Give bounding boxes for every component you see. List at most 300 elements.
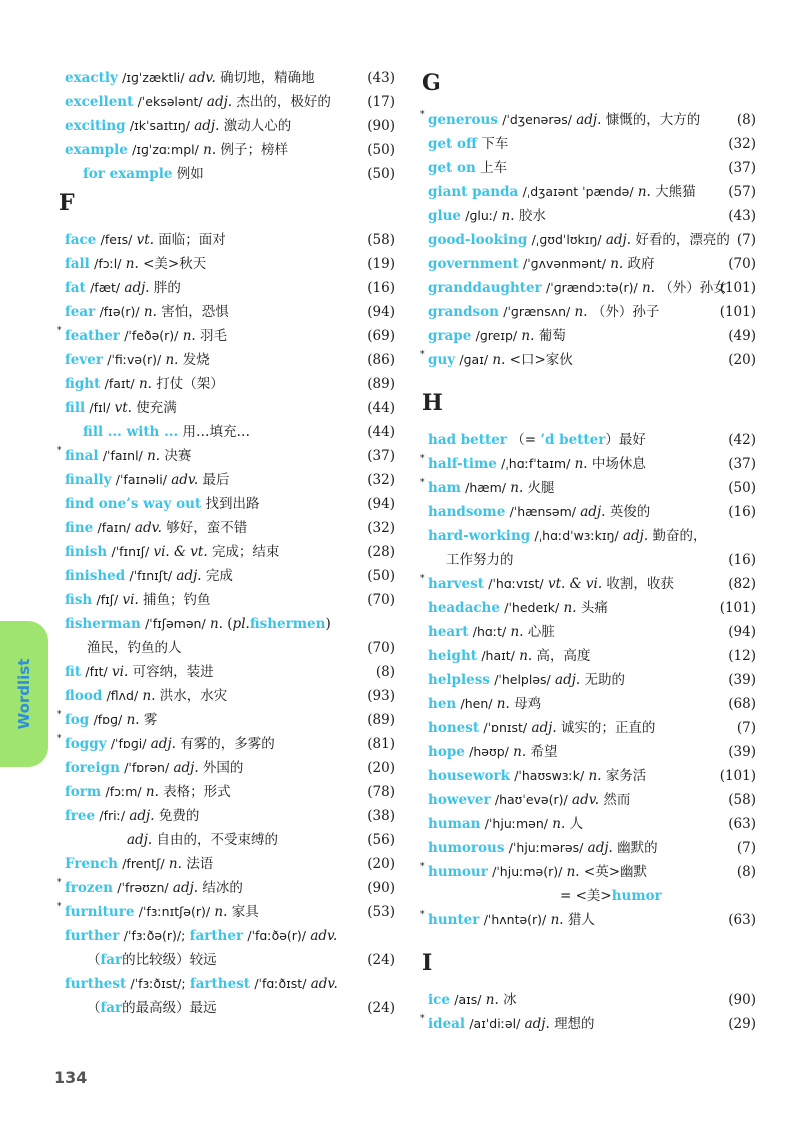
- phonetic: /ˈɡrænsʌn/: [503, 304, 571, 319]
- part-of-speech: n.: [574, 456, 588, 472]
- definition: 好看的，漂亮的: [635, 232, 730, 248]
- phonetic: /feɪs/: [100, 232, 133, 247]
- page-reference: (68): [728, 696, 756, 712]
- wordlist-entry: [428, 788, 756, 812]
- headword: helpless: [428, 672, 490, 688]
- headword: had better: [428, 432, 507, 448]
- cross-reference-word: far: [100, 952, 123, 968]
- page-reference: (94): [367, 304, 395, 320]
- left-column: [57, 66, 395, 1020]
- letter-heading: G: [422, 70, 441, 96]
- wordlist-entry: [65, 348, 395, 372]
- wordlist-entry: [428, 524, 756, 548]
- headword: heart: [428, 624, 469, 640]
- phonetic: /ɡreɪp/: [475, 328, 518, 343]
- wordlist-entry: [428, 836, 756, 860]
- part-of-speech: n.: [165, 352, 179, 368]
- headword: hen: [428, 696, 457, 712]
- phonetic: /ˌhɑːfˈtaɪm/: [501, 456, 571, 471]
- entry-text: [65, 324, 353, 348]
- phonetic: /ˈhʌntə(r)/: [483, 912, 547, 927]
- phonetic: /hæm/: [465, 480, 506, 495]
- page-reference: (20): [728, 352, 756, 368]
- headword: for example: [83, 166, 173, 182]
- part-of-speech: n.: [510, 480, 524, 496]
- part-of-speech: adj.: [127, 832, 153, 848]
- entry-text: [65, 516, 353, 540]
- definition-prefix: （: [87, 1000, 101, 1016]
- wordlist-entry: [65, 516, 395, 540]
- part-of-speech: n.: [637, 184, 651, 200]
- phonetic: /ˈfɪnɪʃt/: [129, 568, 173, 583]
- part-of-speech: adj.: [194, 118, 220, 134]
- page-reference: (8): [375, 664, 395, 680]
- wordlist-entry: [65, 564, 395, 588]
- part-of-speech: n.: [492, 352, 506, 368]
- part-of-speech: adv.: [572, 792, 600, 808]
- phonetic: /ˌdʒaɪənt ˈpændə/: [522, 184, 634, 199]
- headword: find one’s way out: [65, 496, 202, 512]
- page-reference: (19): [367, 256, 395, 272]
- wordlist-entry: [420, 1012, 756, 1036]
- entry-star-mark: *: [57, 446, 62, 456]
- definition: 希望: [530, 744, 558, 760]
- page-reference: (29): [728, 1016, 756, 1032]
- part-of-speech: adv.: [134, 520, 162, 536]
- entry-text: [428, 788, 714, 812]
- page-reference: (63): [728, 912, 756, 928]
- part-of-speech: adj.: [129, 808, 155, 824]
- wordlist-tab-label: Wordlist: [15, 658, 33, 730]
- phonetic: /ˈfɪnɪʃ/: [111, 544, 150, 559]
- entry-text: [87, 996, 353, 1020]
- part-of-speech: adj.: [172, 880, 199, 896]
- phonetic: /ˈɡrændɔːtə(r)/: [546, 280, 638, 295]
- definition: 用…填充…: [182, 424, 250, 440]
- entry-star-mark: *: [57, 734, 62, 744]
- entry-star-mark: *: [57, 710, 62, 720]
- plural-form: fishermen: [249, 616, 326, 632]
- wordlist-entry: [428, 812, 756, 836]
- page-reference: (90): [728, 992, 756, 1008]
- definition-prefix: （: [87, 952, 101, 968]
- phonetic: /ˈɡʌvənmənt/: [523, 256, 606, 271]
- entry-text: [428, 716, 714, 740]
- page-reference: (7): [736, 720, 756, 736]
- part-of-speech: n.: [566, 864, 580, 880]
- part-of-speech: adj.: [150, 736, 176, 752]
- page-reference: (38): [367, 808, 395, 824]
- part-of-speech: adj.: [580, 504, 606, 520]
- part-of-speech: n.: [513, 744, 527, 760]
- entry-text: [65, 924, 353, 948]
- page-reference: (20): [367, 856, 395, 872]
- phonetic: /friː/: [99, 808, 126, 823]
- wordlist-entry: [428, 500, 756, 524]
- phonetic: /ˈfɒɡi/: [110, 736, 147, 751]
- phonetic: /ˈhedeɪk/: [504, 600, 560, 615]
- phonetic: /ˈhænsəm/: [509, 504, 576, 519]
- part-of-speech: adj.: [124, 280, 150, 296]
- definition: 勤奋的，: [652, 528, 707, 544]
- part-of-speech: n.: [142, 688, 156, 704]
- page-reference: (8): [736, 112, 756, 128]
- definition: 大熊猫: [655, 184, 696, 200]
- phonetic: /fæt/: [90, 280, 121, 295]
- wordlist-entry: [428, 764, 756, 788]
- page-reference: (82): [728, 576, 756, 592]
- page-number: 134: [54, 1068, 88, 1087]
- wordlist-entry: [65, 468, 395, 492]
- entry-text: [428, 204, 714, 228]
- wordlist-entry: [428, 596, 756, 620]
- headword: ideal: [428, 1016, 466, 1032]
- definition: 工作努力的: [446, 552, 514, 568]
- headword: harvest: [428, 576, 484, 592]
- phonetic: /ˈhjuːmərəs/: [508, 840, 584, 855]
- phonetic: /ˈfrəʊzn/: [117, 880, 169, 895]
- entry-text: [65, 684, 353, 708]
- wordlist-entry: [428, 228, 756, 252]
- entry-text: [428, 228, 730, 252]
- definition: 可容纳，装进: [132, 664, 214, 680]
- headword: height: [428, 648, 478, 664]
- phonetic: /ˈfiːvə(r)/: [107, 352, 162, 367]
- page-reference: (78): [367, 784, 395, 800]
- definition: 渔民，钓鱼的人: [87, 640, 182, 656]
- entry-star-mark: *: [420, 478, 425, 488]
- part-of-speech: n.: [552, 816, 566, 832]
- wordlist-entry: [428, 132, 756, 156]
- entry-text: [428, 644, 714, 668]
- headword: French: [65, 856, 118, 872]
- part-of-speech: n.: [145, 784, 159, 800]
- entry-text: [87, 948, 353, 972]
- definition: 决赛: [164, 448, 192, 464]
- entry-star-mark: *: [420, 110, 425, 120]
- headword: finally: [65, 472, 112, 488]
- phonetic: /aɪˈdiːəl/: [469, 1016, 521, 1031]
- headword: further: [65, 928, 120, 944]
- entry-text: [428, 764, 714, 788]
- definition: 心脏: [527, 624, 555, 640]
- wordlist-side-tab[interactable]: [0, 621, 48, 767]
- entry-text: [83, 420, 353, 444]
- page-reference: (7): [736, 840, 756, 856]
- headword: fit: [65, 664, 82, 680]
- wordlist-entry: [428, 156, 756, 180]
- headword: feather: [65, 328, 120, 344]
- definition: 头痛: [580, 600, 608, 616]
- wordlist-entry: [428, 988, 756, 1012]
- definition: 慷慨的，大方的: [605, 112, 701, 128]
- phonetic: /faɪt/: [104, 376, 135, 391]
- entry-text: [428, 156, 714, 180]
- headword: handsome: [428, 504, 506, 520]
- wordlist-entry: [65, 252, 395, 276]
- phonetic: /ˈhaʊswɜːk/: [514, 768, 585, 783]
- part-of-speech: vt. & vi.: [547, 576, 603, 592]
- part-of-speech: adj.: [587, 840, 613, 856]
- right-column: [420, 66, 756, 1036]
- wordlist-entry: [420, 860, 756, 884]
- page-reference: (57): [728, 184, 756, 200]
- definition: 的最高级）最远: [122, 1000, 217, 1016]
- headword: exciting: [65, 118, 126, 134]
- headword: hope: [428, 744, 465, 760]
- part-of-speech: vi.: [112, 664, 129, 680]
- part-of-speech: adj.: [206, 94, 233, 110]
- headword: human: [428, 816, 481, 832]
- alt-headword: farthest: [189, 976, 251, 992]
- plural-note-close: ): [325, 616, 331, 632]
- entry-text: [428, 132, 714, 156]
- entry-text: [65, 90, 353, 114]
- phonetic: /flʌd/: [106, 688, 139, 703]
- page-reference: (39): [728, 672, 756, 688]
- phonetic: /ˈhelpləs/: [494, 672, 551, 687]
- headword: exactly: [65, 70, 118, 86]
- headword: ham: [428, 480, 461, 496]
- definition: 免费的: [158, 808, 200, 824]
- headword: glue: [428, 208, 461, 224]
- headword: furniture: [65, 904, 135, 920]
- part-of-speech: n.: [209, 616, 223, 632]
- part-of-speech: n.: [550, 912, 564, 928]
- definition: 火腿: [527, 480, 555, 496]
- headword: granddaughter: [428, 280, 542, 296]
- part-of-speech: n.: [125, 256, 139, 272]
- page-reference: (16): [728, 504, 756, 520]
- entry-text: [65, 588, 353, 612]
- wordlist-entry: [428, 668, 756, 692]
- headword: form: [65, 784, 102, 800]
- phonetic: /ˈhjuːmən/: [484, 816, 548, 831]
- wordlist-entry: [65, 396, 395, 420]
- part-of-speech: n.: [501, 208, 515, 224]
- phonetic: /ˈeksələnt/: [137, 94, 203, 109]
- entry-text: [428, 908, 714, 932]
- wordlist-entry: [57, 708, 395, 732]
- phonetic: /fɔːl/: [94, 256, 122, 271]
- part-of-speech: adv.: [310, 928, 338, 944]
- part-of-speech: adj.: [531, 720, 557, 736]
- entry-text: [65, 114, 353, 138]
- page-reference: (32): [367, 520, 395, 536]
- part-of-speech: n.: [588, 768, 602, 784]
- definition: 上车: [480, 160, 508, 176]
- page-reference: (37): [728, 456, 756, 472]
- headword: free: [65, 808, 96, 824]
- phonetic: /ˈfɪʃəmən/: [145, 616, 206, 631]
- page-reference: (50): [367, 568, 395, 584]
- cross-reference-word: humor: [611, 888, 662, 904]
- phonetic: /ɪɡˈzæktli/: [122, 70, 185, 85]
- entry-text: [83, 162, 353, 186]
- headword: finished: [65, 568, 126, 584]
- entry-star-mark: *: [420, 574, 425, 584]
- alt-phonetic: /ˈfɑːðɪst/: [254, 976, 307, 991]
- definition: 表格；形式: [163, 784, 231, 800]
- page-reference: (89): [367, 376, 395, 392]
- page-reference: (43): [728, 208, 756, 224]
- entry-text: [428, 476, 714, 500]
- definition: 葡萄: [538, 328, 566, 344]
- wordlist-entry: [428, 620, 756, 644]
- phonetic: /ˈfaɪnəli/: [115, 472, 167, 487]
- definition: 下车: [481, 136, 509, 152]
- headword: grandson: [428, 304, 499, 320]
- phonetic: /ɡaɪ/: [459, 352, 489, 367]
- wordlist-entry: [65, 804, 395, 828]
- wordlist-entry: [65, 828, 395, 852]
- page-reference: (90): [367, 880, 395, 896]
- wordlist-entry: [428, 324, 756, 348]
- phonetic: /faɪn/: [97, 520, 131, 535]
- phonetic: /ɡluː/: [465, 208, 498, 223]
- headword: frozen: [65, 880, 113, 896]
- definition: 理想的: [554, 1016, 595, 1032]
- headword: foggy: [65, 736, 107, 752]
- definition: 杰出的，极好的: [236, 94, 331, 110]
- entry-text: [65, 252, 353, 276]
- definition: 捕鱼；钓鱼: [143, 592, 211, 608]
- wordlist-entry: [65, 138, 395, 162]
- definition: 家务活: [605, 768, 647, 784]
- wordlist-entry: [65, 162, 395, 186]
- headword: get on: [428, 160, 476, 176]
- entry-star-mark: *: [57, 902, 62, 912]
- part-of-speech: vt.: [114, 400, 132, 416]
- wordlist-entry: [65, 996, 395, 1020]
- page-reference: (70): [728, 256, 756, 272]
- page-reference: (42): [728, 432, 756, 448]
- page-reference: (17): [367, 94, 395, 110]
- headword: fog: [65, 712, 90, 728]
- definition: 害怕，恐惧: [161, 304, 229, 320]
- headword: humorous: [428, 840, 505, 856]
- part-of-speech: n.: [485, 992, 499, 1008]
- entry-text: [428, 324, 714, 348]
- wordlist-entry: [65, 276, 395, 300]
- definition: 找到出路: [205, 496, 260, 512]
- entry-text: [428, 452, 714, 476]
- entry-text: [428, 596, 714, 620]
- page-reference: (58): [728, 792, 756, 808]
- wordlist-entry: [65, 660, 395, 684]
- page-reference: (24): [367, 1000, 395, 1016]
- entry-text: [65, 228, 353, 252]
- entry-text: [65, 372, 353, 396]
- wordlist-entry: [428, 644, 756, 668]
- definition: 冰: [503, 992, 517, 1008]
- entry-star-mark: *: [57, 326, 62, 336]
- entry-star-mark: *: [420, 862, 425, 872]
- wordlist-entry: [65, 372, 395, 396]
- entry-text: [65, 876, 353, 900]
- headword: humour: [428, 864, 488, 880]
- definition: 羽毛: [199, 328, 227, 344]
- page-reference: (81): [367, 736, 395, 752]
- definition: 收割，收获: [606, 576, 674, 592]
- entry-text: [65, 540, 353, 564]
- definition: 胖的: [153, 280, 181, 296]
- headword: generous: [428, 112, 498, 128]
- page-reference: (12): [728, 648, 756, 664]
- part-of-speech: n.: [168, 856, 182, 872]
- definition: （外）孙子: [591, 304, 660, 320]
- part-of-speech: n.: [147, 448, 161, 464]
- page-reference: (7): [736, 232, 756, 248]
- wordlist-entry: [420, 908, 756, 932]
- entry-text: [428, 108, 714, 132]
- definition: <口>家伙: [509, 352, 573, 368]
- phonetic: /ˈfɜːðɪst/;: [130, 976, 186, 991]
- page-reference: (89): [367, 712, 395, 728]
- entry-text: [65, 732, 353, 756]
- part-of-speech: n.: [519, 648, 533, 664]
- entry-star-mark: *: [420, 1014, 425, 1024]
- phonetic: /ˈɒnɪst/: [483, 720, 528, 735]
- page-reference: (37): [367, 448, 395, 464]
- part-of-speech: n.: [641, 280, 655, 296]
- page-reference: (49): [728, 328, 756, 344]
- part-of-speech: n.: [143, 304, 157, 320]
- cross-reference-word: ’d better: [540, 432, 606, 448]
- entry-text: [428, 500, 714, 524]
- entry-text: [65, 852, 353, 876]
- entry-star-mark: *: [420, 350, 425, 360]
- wordlist-entry: [65, 300, 395, 324]
- part-of-speech: adj.: [555, 672, 581, 688]
- definition: 自由的，不受束缚的: [156, 832, 278, 848]
- definition: 使充满: [136, 400, 177, 416]
- page-reference: (16): [728, 552, 756, 568]
- part-of-speech: n.: [496, 696, 510, 712]
- headword: half-time: [428, 456, 497, 472]
- phonetic: /ɪɡˈzɑːmpl/: [132, 142, 199, 157]
- definition: 人: [569, 816, 584, 832]
- wordlist-entry: [65, 228, 395, 252]
- headword: fill ... with ...: [83, 424, 179, 440]
- letter-heading: I: [422, 950, 433, 976]
- phonetic: /fɪʃ/: [96, 592, 119, 607]
- entry-text: [428, 620, 714, 644]
- entry-text: [65, 468, 353, 492]
- page-reference: (50): [728, 480, 756, 496]
- entry-text: [428, 692, 714, 716]
- phonetic: /ˈhɑːvɪst/: [488, 576, 544, 591]
- definition: 高，高度: [536, 648, 591, 664]
- page-reference: (94): [367, 496, 395, 512]
- page-reference: (101): [719, 304, 756, 320]
- phonetic: /ˈfaɪnl/: [102, 448, 143, 463]
- definition: 的比较级）较远: [122, 952, 217, 968]
- headword: hard-working: [428, 528, 531, 544]
- definition: 确切地，精确地: [220, 70, 315, 86]
- entry-text: [428, 988, 714, 1012]
- entry-text: [428, 428, 714, 452]
- entry-text: [87, 636, 353, 660]
- wordlist-entry: [420, 348, 756, 372]
- definition: 政府: [627, 256, 655, 272]
- entry-text: [65, 780, 353, 804]
- letter-heading: H: [422, 390, 443, 416]
- wordlist-entry: [57, 324, 395, 348]
- part-of-speech: vi.: [122, 592, 139, 608]
- headword: guy: [428, 352, 456, 368]
- definition: 母鸡: [514, 696, 542, 712]
